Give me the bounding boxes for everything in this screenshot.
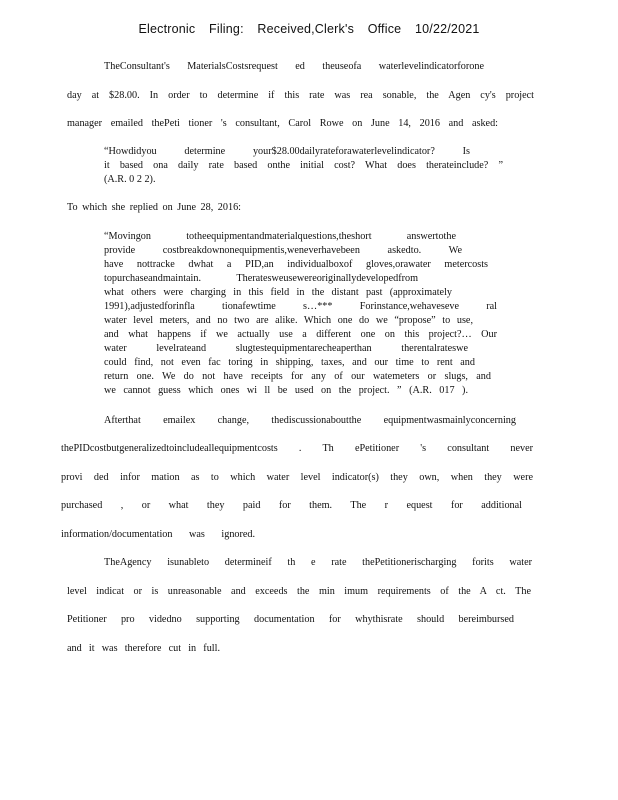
- quote-2-line-7: water level meters, and no two are alike. Which one do we “propose” to use,: [104, 315, 473, 326]
- quote-2-line-11: return one. We do not have receipts for any of our watemeters or slugs, and: [104, 371, 491, 382]
- paragraph-2-line-3: provi ded infor mation as to which water level indicator(s) they own, when they were: [61, 472, 533, 483]
- quote-1-line-1: “Howdidyou determine your$28.00dailyrateforawaterlevelindicator? Is: [104, 146, 470, 157]
- quote-2-line-1: “Movingon totheequipmentandmaterialquestions,theshort answertothe: [104, 231, 456, 242]
- paragraph-1-line-1: TheConsultant's MaterialsCostsrequest ed theuseofa waterlevelindicatorforone: [104, 61, 484, 72]
- paragraph-3-line-3: Petitioner pro videdno supporting documentation for whythisrate should bereimbursed: [67, 614, 514, 625]
- paragraph-2-line-4: purchased , or what they paid for them. The r equest for additional: [61, 500, 522, 511]
- quote-2-line-2: provide costbreakdownonequipmentis,weneverhavebeen askedto. We: [104, 245, 462, 256]
- quote-2-line-3: have nottracke dwhat a PID,an individualboxof gloves,orawater metercosts: [104, 259, 488, 270]
- paragraph-1-line-3: manager emailed thePeti tioner 's consultant, Carol Rowe on June 14, 2016 and asked:: [67, 118, 498, 129]
- paragraph-3-line-1: TheAgency isunableto determineif th e rate thePetitionerischarging forits water: [104, 557, 532, 568]
- paragraph-1-line-2: day at $28.00. In order to determine if this rate was rea sonable, the Agen cy's project: [67, 90, 534, 101]
- quote-2-line-6: 1991),adjustedforinfla tionafewtime s…*** Forinstance,wehaveseve ral: [104, 301, 497, 312]
- paragraph-2-line-5: information/documentation was ignored.: [61, 529, 256, 540]
- quote-2-line-8: and what happens if we actually use a different one on this project?… Our: [104, 329, 497, 340]
- quote-2-line-12: we cannot guess which ones wi ll be used on the project. ” (A.R. 017 ).: [104, 385, 468, 396]
- quote-2-line-4: topurchaseandmaintain. Theratesweusewereoriginallydevelopedfrom: [104, 273, 418, 284]
- reply-intro: To which she replied on June 28, 2016:: [67, 202, 241, 213]
- quote-1-line-2: it based ona daily rate based onthe initial cost? What does therateinclude? ”: [104, 160, 503, 171]
- paragraph-2-line-2: thePIDcostbutgeneralizedtoincludeallequipmentcosts . Th ePetitioner 's consultant never: [61, 443, 533, 454]
- paragraph-3-line-2: level indicat or is unreasonable and exceeds the min imum requirements of the A ct. The: [67, 586, 531, 597]
- paragraph-3-line-4: and it was therefore cut in full.: [67, 643, 220, 654]
- quote-2-line-9: water levelrateand slugtestequipmentarecheaperthan therentalrateswe: [104, 343, 468, 354]
- quote-2-line-10: could find, not even fac toring in shipping, taxes, and our time to rent and: [104, 357, 475, 368]
- quote-1-line-3: (A.R. 0 2 2).: [104, 174, 156, 185]
- quote-2-line-5: what others were charging in this field in the distant past (approximately: [104, 287, 452, 298]
- paragraph-2-line-1: Afterthat emailex change, thediscussionaboutthe equipmentwasmainlyconcerning: [104, 415, 516, 426]
- electronic-filing-stamp: Electronic Filing: Received,Clerk's Office 10/22/2021: [138, 22, 480, 36]
